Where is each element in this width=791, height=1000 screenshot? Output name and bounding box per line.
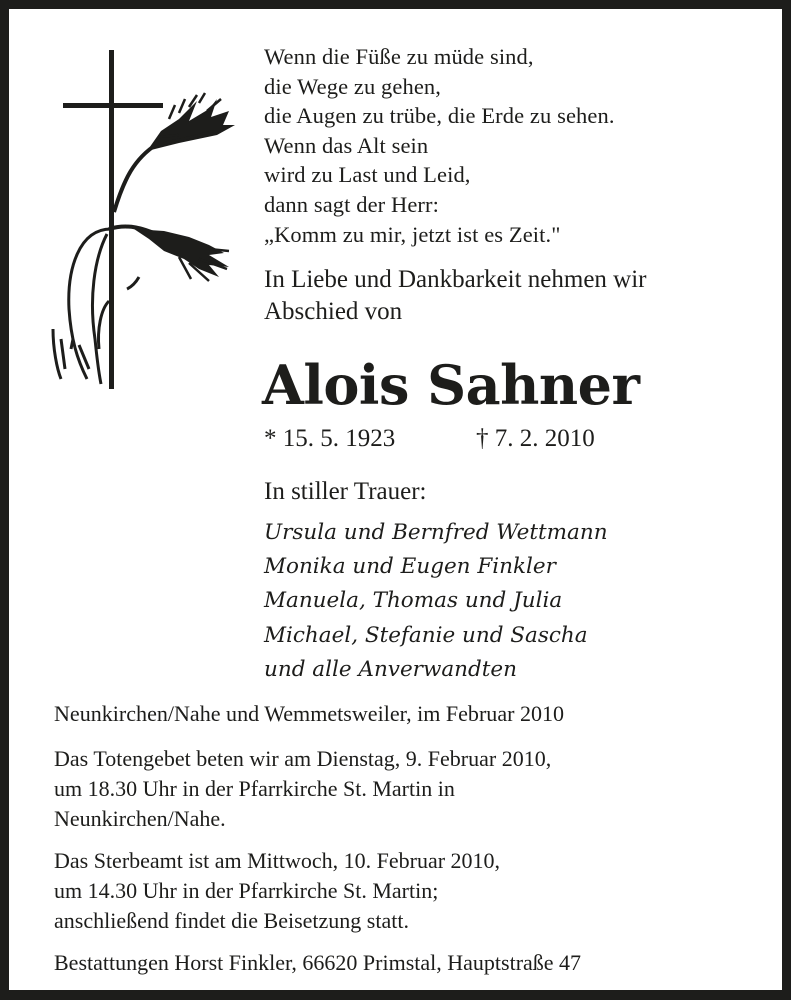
place-and-date: Neunkirchen/Nahe und Wemmetsweiler, im Februar 2010 — [54, 701, 565, 726]
prayer-line: Neunkirchen/Nahe. — [54, 806, 226, 831]
poem — [264, 42, 615, 249]
poem-line: Wenn das Alt sein — [264, 132, 429, 158]
mourner-line: Monika und Eugen Finkler — [264, 554, 556, 580]
birth-date: * 15. 5. 1923 — [264, 425, 396, 452]
mass-notice — [54, 846, 500, 936]
death-date: † 7. 2. 2010 — [476, 425, 595, 452]
mourner-line: Manuela, Thomas und Julia — [264, 588, 563, 614]
mass-line: anschließend findet die Beisetzung statt. — [54, 908, 409, 933]
mourner-line: Ursula und Bernfred Wettmann — [264, 520, 608, 545]
cross-with-wheat-icon — [39, 39, 239, 399]
mass-line: Das Sterbeamt ist am Mittwoch, 10. Februar 2010, — [54, 848, 501, 873]
undertaker-info: Bestattungen Horst Finkler, 66620 Primstal, Hauptstraße 47 — [54, 950, 582, 975]
prayer-line: Das Totengebet beten wir am Dienstag, 9. Februar 2010, — [54, 746, 552, 771]
mourner-line: Michael, Stefanie und Sascha — [264, 622, 588, 648]
prayer-line: um 18.30 Uhr in der Pfarrkirche St. Martin in — [54, 776, 455, 801]
poem-line: Wenn die Füße zu müde sind, — [264, 44, 534, 69]
life-dates — [264, 423, 595, 455]
poem-line: „Komm zu mir, jetzt ist es Zeit." — [264, 221, 561, 247]
prayer-notice — [54, 744, 551, 834]
mourning-label: In stiller Trauer: — [264, 478, 427, 505]
poem-line: wird zu Last und Leid, — [264, 162, 471, 188]
deceased-name: Alois Sahner — [262, 353, 640, 417]
farewell-line: In Liebe und Dankbarkeit nehmen wir — [264, 266, 647, 293]
mourner-line: und alle Anverwandten — [264, 656, 517, 682]
mass-line: um 14.30 Uhr in der Pfarrkirche St. Martin; — [54, 878, 439, 903]
farewell-text — [264, 264, 647, 328]
poem-line: die Augen zu trübe, die Erde zu sehen. — [264, 103, 615, 129]
farewell-line: Abschied von — [264, 298, 403, 325]
mourners-list — [264, 516, 608, 687]
poem-line: die Wege zu gehen, — [264, 73, 441, 99]
poem-line: dann sagt der Herr: — [264, 191, 439, 217]
